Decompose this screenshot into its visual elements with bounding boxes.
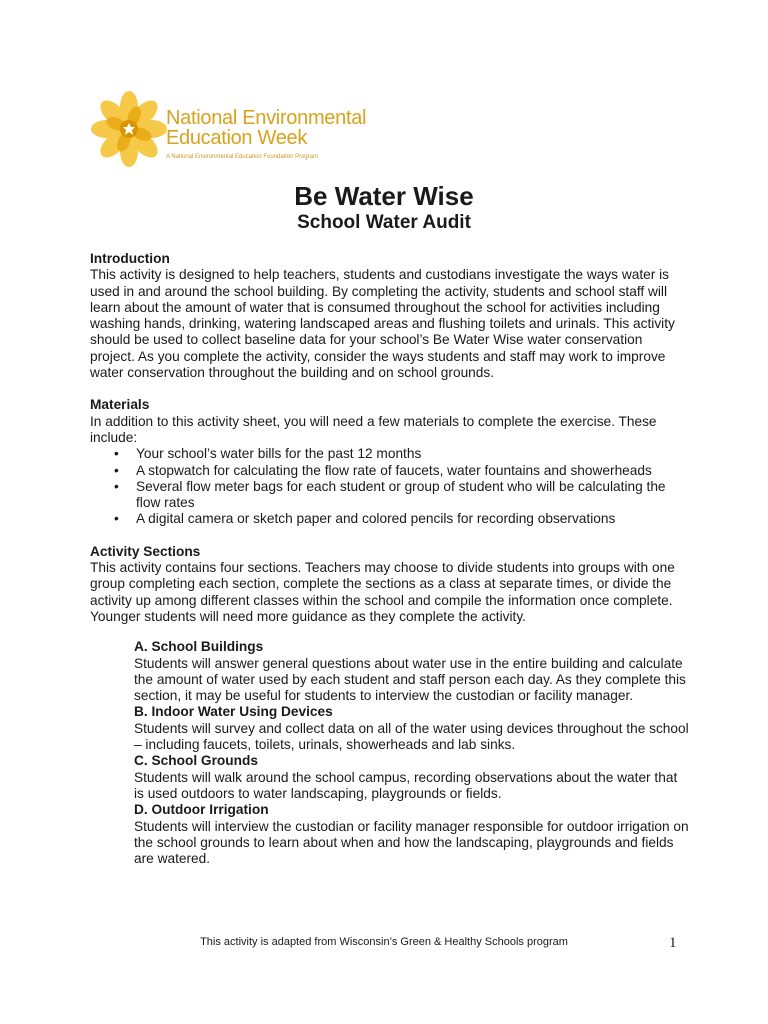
activity-section [90, 544, 690, 868]
subsection-title: D. Outdoor Irrigation [134, 802, 269, 818]
list-item: • A digital camera or sketch paper and colored pencils for recording observations [90, 511, 690, 527]
list-item: • Several flow meter bags for each student or group of student who will be calculating the flow rates [90, 479, 690, 512]
subsection-title: A. School Buildings [134, 639, 264, 655]
subsection-text: Students will interview the custodian or facility manager responsible for outdoor irrigation on the school grounds to learn about when and how the landscaping, playgrounds and fields are watered. [134, 818, 689, 867]
activity-subsections [90, 639, 690, 867]
activity-heading: Activity Sections [90, 543, 201, 559]
intro-section [90, 251, 690, 381]
page-subtitle: School Water Audit [297, 212, 471, 233]
subsection-text: Students will survey and collect data on all of the water using devices throughout the school – including faucets, toilets, urinals, showerheads and lab sinks. [134, 720, 689, 753]
logo-wordmark [166, 108, 366, 161]
page-title: Be Water Wise [294, 181, 474, 211]
subsection-title: B. Indoor Water Using Devices [134, 704, 333, 720]
activity-text: This activity contains four sections. Teachers may choose to divide students into groups with one group completing each section, complete the sections as a class at separate times, or divide the activity up among different classes within the school and compile the information once complete. Younger students will need more guidance as they complete the activity. [90, 560, 675, 624]
page-number: 1 [669, 935, 677, 951]
logo-tagline: A National Environmental Education Foundation Program [166, 154, 319, 160]
logo [88, 88, 388, 170]
footer-text: This activity is adapted from Wisconsin’s Green & Healthy Schools program [200, 936, 568, 948]
document-body [90, 251, 690, 883]
subsection-text: Students will answer general questions about water use in the entire building and calculate the amount of water used by each student and staff person each day. As they complete this section, it may be useful for students to interview the custodian or facility manager. [134, 655, 686, 704]
logo-line-2: Education Week [166, 127, 308, 149]
materials-heading: Materials [90, 397, 150, 413]
list-item: • A stopwatch for calculating the flow rate of faucets, water fountains and showerheads [90, 463, 690, 479]
subsection-title: C. School Grounds [134, 753, 258, 769]
intro-heading: Introduction [90, 251, 170, 266]
intro-text: This activity is designed to help teachers, students and custodians investigate the ways water is used in and around the school building. By completing the activity, students and school staff will learn about the amount of water that is consumed throughout the school for activities including washing hands, drinking, watering landscaped areas and flushing toilets and urinals. This activity should be used to collect baseline data for your school’s Be Water Wise water conservation project. As you complete the activity, consider the ways students and staff may work to improve water conservation throughout the building and on school grounds. [90, 267, 675, 381]
logo-line-1: National Environmental [166, 107, 367, 129]
subsection-text: Students will walk around the school campus, recording observations about the water that is used outdoors to water landscaping, playgrounds or fields. [134, 769, 678, 801]
list-item: • Your school’s water bills for the past 12 months [90, 446, 690, 462]
materials-section [90, 397, 690, 527]
materials-text: In addition to this activity sheet, you will need a few materials to complete the exercise. These include: [90, 413, 657, 445]
flower-icon [88, 88, 170, 170]
materials-list [90, 446, 690, 527]
